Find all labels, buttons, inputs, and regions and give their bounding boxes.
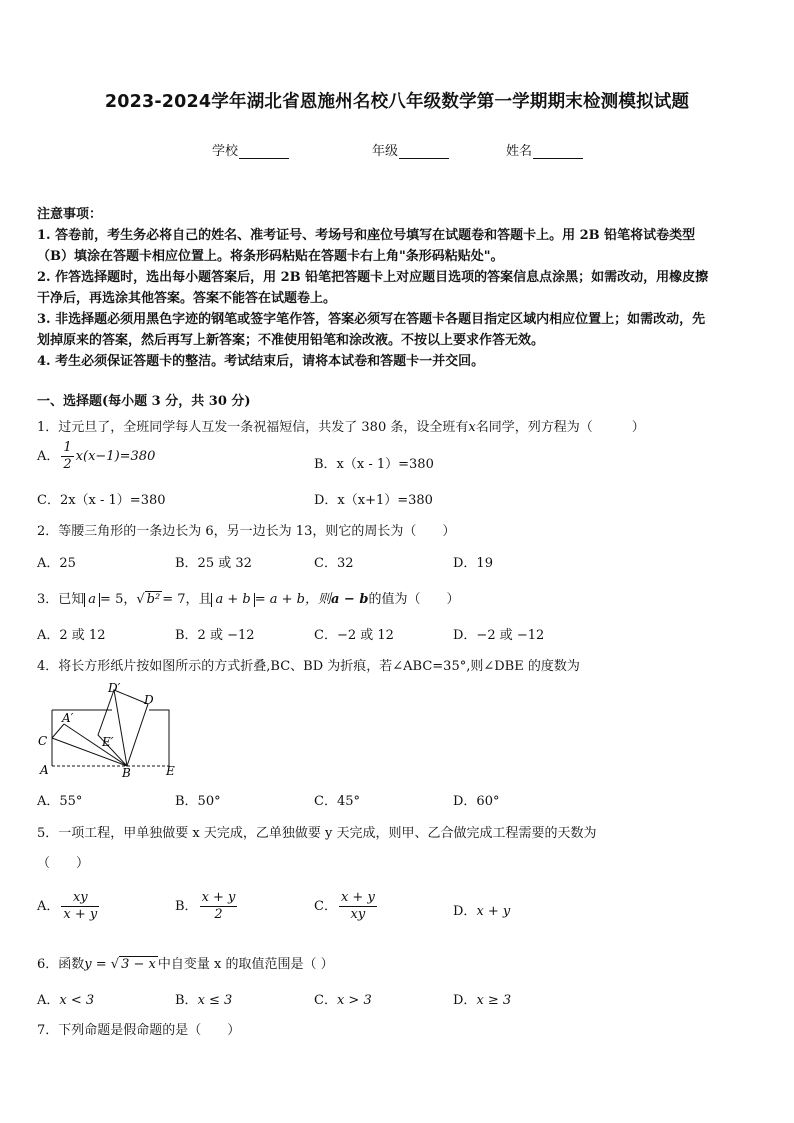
question-2-stem: 2．等腰三角形的一条边长为 6，另一边长为 13，则它的周长为（ ） (37, 524, 456, 539)
sqrt-sign: √ (106, 957, 120, 972)
q2-option-c[interactable]: C．32 (314, 556, 354, 571)
note-line: 干净后，再选涂其他答案。答案不能答在试题卷上。 (37, 291, 337, 306)
q5-option-a[interactable]: A． $\frac{xy}{x + y}$ (37, 890, 98, 922)
note-line: 划掉原来的答案，然后再写上新答案；不准使用铅笔和涂改液。不按以上要求作答无效。 (37, 333, 545, 348)
fraction: $\frac{x + y}{xy}$ (340, 890, 375, 922)
q3-option-b[interactable]: B．2 或 −12 (175, 628, 255, 643)
q3-option-a[interactable]: A．2 或 12 (37, 628, 106, 643)
name-label: 姓名 (506, 144, 533, 159)
note-line: 1. 答卷前，考生务必将自己的姓名、准考证号、考场号和座位号填写在试题卷和答题卡上。用 2B 铅笔将试卷类型 (37, 228, 696, 243)
question-6-stem: 6．函数y = √ 3 − x 中自变量 x 的取值范围是（ ） (37, 957, 334, 972)
q6-option-a[interactable]: A．x < 3 (37, 993, 95, 1008)
grade-label: 年级 (372, 144, 399, 159)
question-1-stem: 1．过元旦了，全班同学每人互发一条祝福短信，共发了 380 条，设全班有x名同学，列方程为（ ） (37, 420, 645, 435)
q6-option-b[interactable]: B．x ≤ 3 (175, 993, 233, 1008)
label-a-prime: A′ (62, 711, 74, 725)
q4-option-d[interactable]: D．60° (453, 794, 500, 809)
q5-option-c[interactable]: C． $\frac{x + y}{xy}$ (314, 890, 375, 922)
school-blank (239, 146, 289, 159)
grade-field (372, 140, 449, 159)
fraction: $\frac{xy}{x + y}$ (63, 890, 98, 922)
q1-option-d[interactable]: D．x（x+1）=380 (314, 493, 433, 508)
abs-value: a + b (211, 593, 254, 607)
name-blank (533, 146, 583, 159)
q4-option-a[interactable]: A．55° (37, 794, 83, 809)
sqrt-sign: √ (136, 592, 145, 607)
q1-option-c[interactable]: C．2x（x - 1）=380 (37, 493, 166, 508)
exam-title: 2023-2024学年湖北省恩施州名校八年级数学第一学期期末检测模拟试题 (104, 92, 690, 112)
section-heading: 一、选择题(每小题 3 分，共 30 分) (37, 394, 251, 409)
label-a: A (40, 763, 49, 777)
school-label: 学校 (212, 144, 239, 159)
grade-blank (399, 146, 449, 159)
question-7-stem: 7．下列命题是假命题的是（ ） (37, 1023, 241, 1038)
q3-option-d[interactable]: D．−2 或 −12 (453, 628, 545, 643)
question-3-stem: 3．已知 a = 5，√ b² = 7，且 a + b = a + b，则a − b的值为（ ） (37, 592, 460, 607)
name-field (506, 140, 583, 159)
q2-option-d[interactable]: D．19 (453, 556, 493, 571)
label-d: D (144, 693, 154, 707)
label-c: C (38, 734, 48, 748)
note-line: 4. 考生必须保证答题卡的整洁。考试结束后，请将本试卷和答题卡一并交回。 (37, 354, 485, 369)
folding-diagram (36, 680, 186, 780)
fraction: $\frac{x + y}{2}$ (201, 890, 236, 922)
label-b: B (122, 766, 131, 780)
q5-option-b[interactable]: B． $\frac{x + y}{2}$ (175, 890, 236, 922)
question-5-stem: 5．一项工程，甲单独做要 x 天完成，乙单独做要 y 天完成，则甲、乙合做完成工程需要的天数为 (37, 826, 597, 841)
q4-option-c[interactable]: C．45° (314, 794, 360, 809)
label-e: E (166, 764, 175, 778)
q4-option-b[interactable]: B．50° (175, 794, 221, 809)
note-line: （B）填涂在答题卡相应位置上。将条形码粘贴在答题卡右上角"条形码粘贴处"。 (37, 249, 504, 264)
label-e-prime: E′ (102, 735, 114, 749)
question-4-stem: 4．将长方形纸片按如图所示的方式折叠,BC、BD 为折痕，若∠ABC=35°,则∠DBE 的度数为 (37, 659, 580, 674)
q5-option-d[interactable]: D．x + y (453, 904, 511, 919)
abs-value: a (84, 593, 100, 607)
school-field (212, 140, 289, 159)
q1-option-b[interactable]: B．x（x - 1）=380 (314, 457, 434, 472)
q1-option-a[interactable]: A． $\frac{1}{2}$ x(x−1)=380 (37, 440, 156, 472)
q3-option-c[interactable]: C．−2 或 12 (314, 628, 394, 643)
q6-option-d[interactable]: D．x ≥ 3 (453, 993, 512, 1008)
q6-option-c[interactable]: C．x > 3 (314, 993, 372, 1008)
fraction: $\frac{1}{2}$ (63, 440, 72, 472)
label-d-prime: D′ (108, 681, 121, 695)
notes-heading: 注意事项： (37, 207, 103, 222)
q2-option-b[interactable]: B．25 或 32 (175, 556, 252, 571)
note-line: 3. 非选择题必须用黑色字迹的钢笔或签字笔作答，答案必须写在答题卡各题目指定区域内相应位置上；如需改动，先 (37, 312, 706, 327)
q2-option-a[interactable]: A．25 (37, 556, 76, 571)
note-line: 2. 作答选择题时，选出每小题答案后，用 2B 铅笔把答题卡上对应题目选项的答案信息点涂黑；如需改动，用橡皮擦 (37, 270, 709, 285)
question-5-paren: （ ） (37, 856, 90, 871)
